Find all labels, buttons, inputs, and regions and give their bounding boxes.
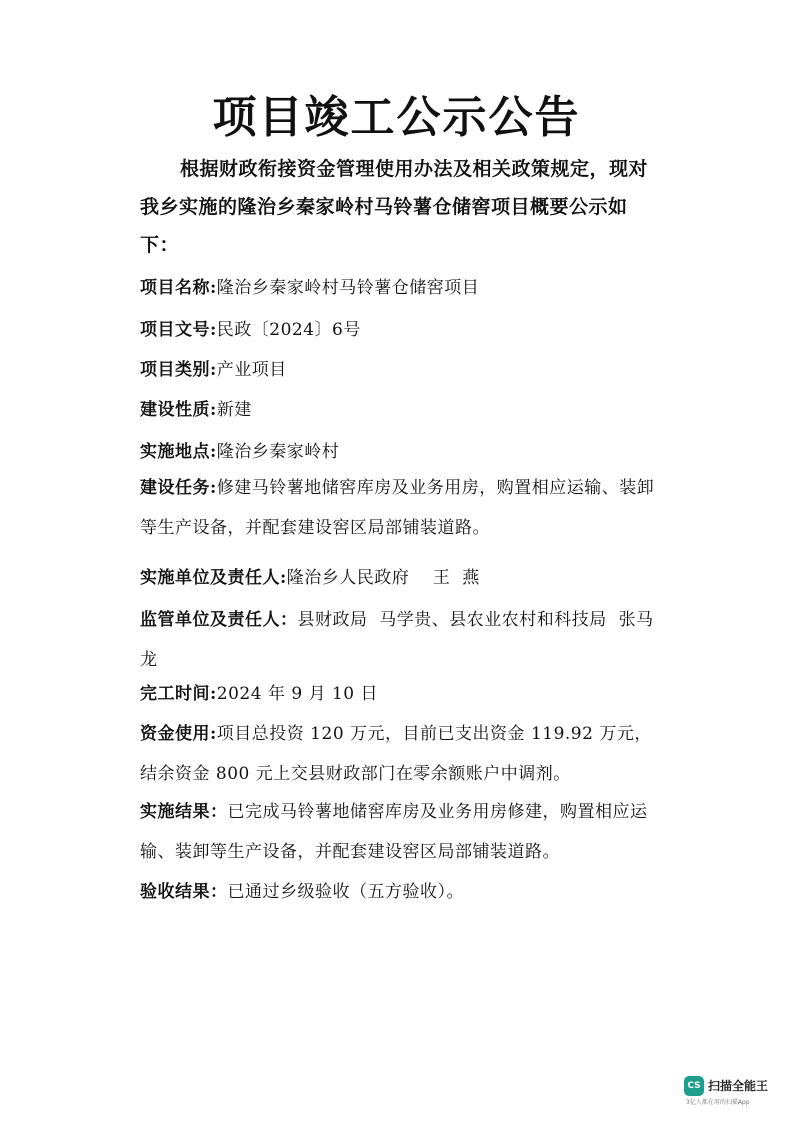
field-acceptance-result: [140, 872, 665, 912]
field-implementing-unit: [140, 558, 665, 598]
logo-text: CS: [687, 1081, 701, 1091]
field-construction-task: [140, 468, 665, 548]
watermark-slogan: 3亿人都在用的扫描App: [686, 1099, 750, 1106]
field-value: 隆治乡秦家岭村: [216, 442, 340, 462]
field-label: 资金使用:: [140, 724, 217, 744]
field-label: 实施结果：: [140, 802, 228, 822]
field-label: 实施单位及责任人:: [140, 568, 287, 588]
field-supervising-unit: [140, 600, 665, 680]
field-project-category: [140, 350, 665, 390]
field-value: 县财政局 马学贵、县农业农村和科技局 张马龙: [140, 610, 654, 670]
field-value: 隆治乡秦家岭村马铃薯仓储窖项目: [216, 278, 480, 298]
field-location: [140, 432, 665, 472]
watermark-app-name: 扫描全能王: [708, 1079, 769, 1093]
field-implementation-result: [140, 792, 665, 872]
field-value: 民政〔2024〕6号: [216, 320, 361, 340]
field-label: 验收结果：: [140, 882, 228, 902]
field-label: 完工时间:: [140, 684, 217, 704]
scanner-watermark: [684, 1068, 784, 1112]
field-label: 实施地点:: [140, 442, 217, 462]
field-value: 项目总投资 120 万元，目前已支出资金 119.92 万元，结余资金 800 元上交县财政部门在零余额账户中调剂。: [140, 724, 652, 784]
field-label: 监管单位及责任人：: [140, 610, 298, 630]
field-label: 建设性质:: [140, 400, 217, 420]
field-construction-nature: [140, 390, 665, 430]
field-value: 2024 年 9 月 10 日: [216, 684, 379, 704]
field-label: 项目类别:: [140, 360, 217, 380]
field-label: 建设任务:: [140, 478, 217, 498]
field-value: 隆治乡人民政府 王 燕: [286, 568, 480, 588]
field-value: 产业项目: [216, 360, 287, 380]
field-value: 已完成马铃薯地储窖库房及业务用房修建，购置相应运输、装卸等生产设备，并配套建设窖区局部铺装道路。: [140, 802, 648, 862]
field-value: 已通过乡级验收（五方验收）。: [227, 882, 464, 902]
field-document-number: [140, 310, 665, 350]
camscanner-logo-icon: [684, 1076, 704, 1096]
field-value: 修建马铃薯地储窖库房及业务用房，购置相应运输、装卸等生产设备，并配套建设窖区局部铺装道路。: [140, 478, 655, 538]
document-title: 项目竣工公示公告: [212, 92, 581, 143]
intro-paragraph: 根据财政衔接资金管理使用办法及相关政策规定，现对我乡实施的隆治乡秦家岭村马铃薯仓储窖项目概要公示如下：: [140, 158, 649, 256]
field-value: 新建: [216, 400, 252, 420]
field-label: 项目名称:: [140, 278, 217, 298]
field-project-name: [140, 268, 665, 308]
field-label: 项目文号:: [140, 320, 217, 340]
field-completion-time: [140, 674, 665, 714]
field-fund-usage: [140, 714, 665, 794]
